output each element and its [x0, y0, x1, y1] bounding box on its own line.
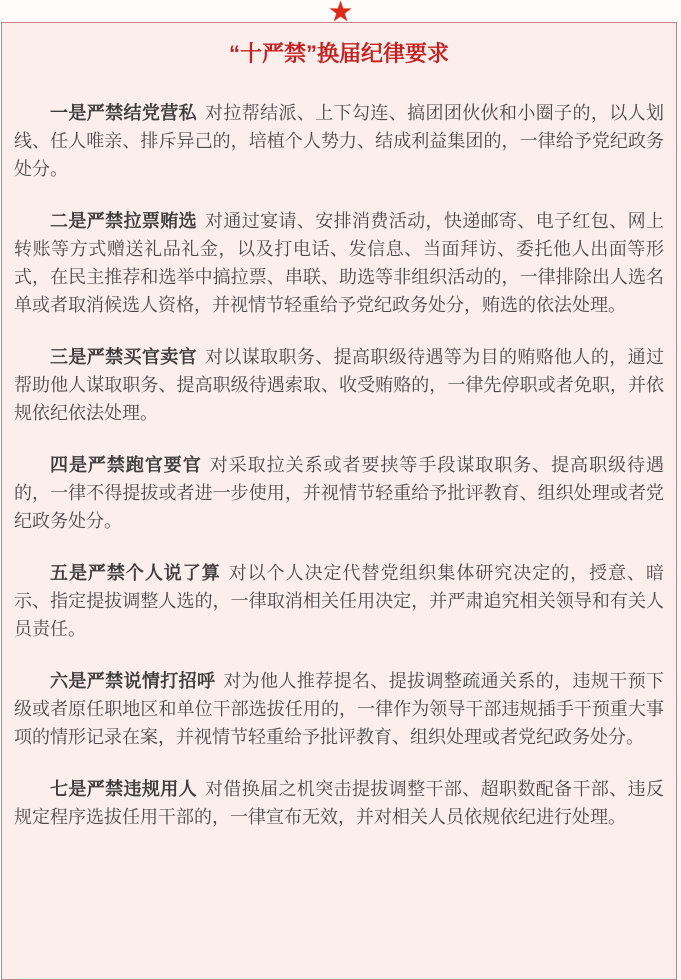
paragraph-lead: 二是严禁拉票贿选 [50, 211, 197, 231]
prohibition-paragraph-6 [14, 667, 664, 751]
paragraph-text: 对采取拉关系或者要挟等手段谋取职务、提高职级待遇的，一律不得提拔或者进一步使用，并视情节轻重给予批评教育、组织处理或者党纪政务处分。 [14, 455, 665, 531]
paragraph-lead: 四是严禁跑官要官 [50, 455, 202, 475]
paragraph-lead: 六是严禁说情打招呼 [50, 671, 216, 691]
paragraph-text: 对拉帮结派、上下勾连、搞团团伙伙和小圈子的，以人划线、任人唯亲、排斥异己的，培植个人势力、结成利益集团的，一律给予党纪政务处分。 [14, 103, 664, 179]
document-panel [1, 22, 677, 980]
paragraph-lead: 七是严禁违规用人 [50, 779, 197, 799]
prohibition-paragraph-1 [14, 99, 664, 183]
page-title: “十严禁”换届纪律要求 [228, 41, 449, 66]
prohibition-paragraph-7 [14, 775, 664, 831]
prohibition-paragraph-3 [14, 343, 664, 427]
paragraph-text: 对以谋取职务、提高职级待遇等为目的贿赂他人的，通过帮助他人谋取职务、提高职级待遇索取、收受贿赂的，一律先停职或者免职，并依规依纪依法处理。 [14, 347, 664, 423]
star-icon: ★ [327, 0, 354, 27]
prohibition-paragraph-4 [14, 451, 664, 535]
paragraph-lead: 一是严禁结党营私 [50, 103, 197, 123]
paragraph-text: 对以个人决定代替党组织集体研究决定的，授意、暗示、指定提拔调整人选的，一律取消相关任用决定，并严肃追究相关领导和有关人员责任。 [14, 563, 665, 639]
prohibition-paragraph-5 [14, 559, 664, 643]
paragraph-lead: 三是严禁买官卖官 [50, 347, 197, 367]
paragraph-text: 对借换届之机突击提拔调整干部、超职数配备干部、违反规定程序选拔任用干部的，一律宣布无效，并对相关人员依规依纪进行处理。 [14, 779, 664, 827]
paragraph-lead: 五是严禁个人说了算 [50, 563, 221, 583]
paragraph-text: 对为他人推荐提名、提拔调整疏通关系的，违规干预下级或者原任职地区和单位干部选拔任用的，一律作为领导干部违规插手干预重大事项的情形记录在案，并视情节轻重给予批评教育、组织处理或者党纪政务处分。 [14, 671, 664, 747]
prohibition-paragraph-2 [14, 207, 664, 319]
paragraph-text: 对通过宴请、安排消费活动，快递邮寄、电子红包、网上转账等方式赠送礼品礼金，以及打电话、发信息、当面拜访、委托他人出面等形式，在民主推荐和选举中搞拉票、串联、助选等非组织活动的，一律排除出人选名单或者取消候选人资格，并视情节轻重给予党纪政务处分，贿选的依法处理。 [14, 211, 664, 315]
